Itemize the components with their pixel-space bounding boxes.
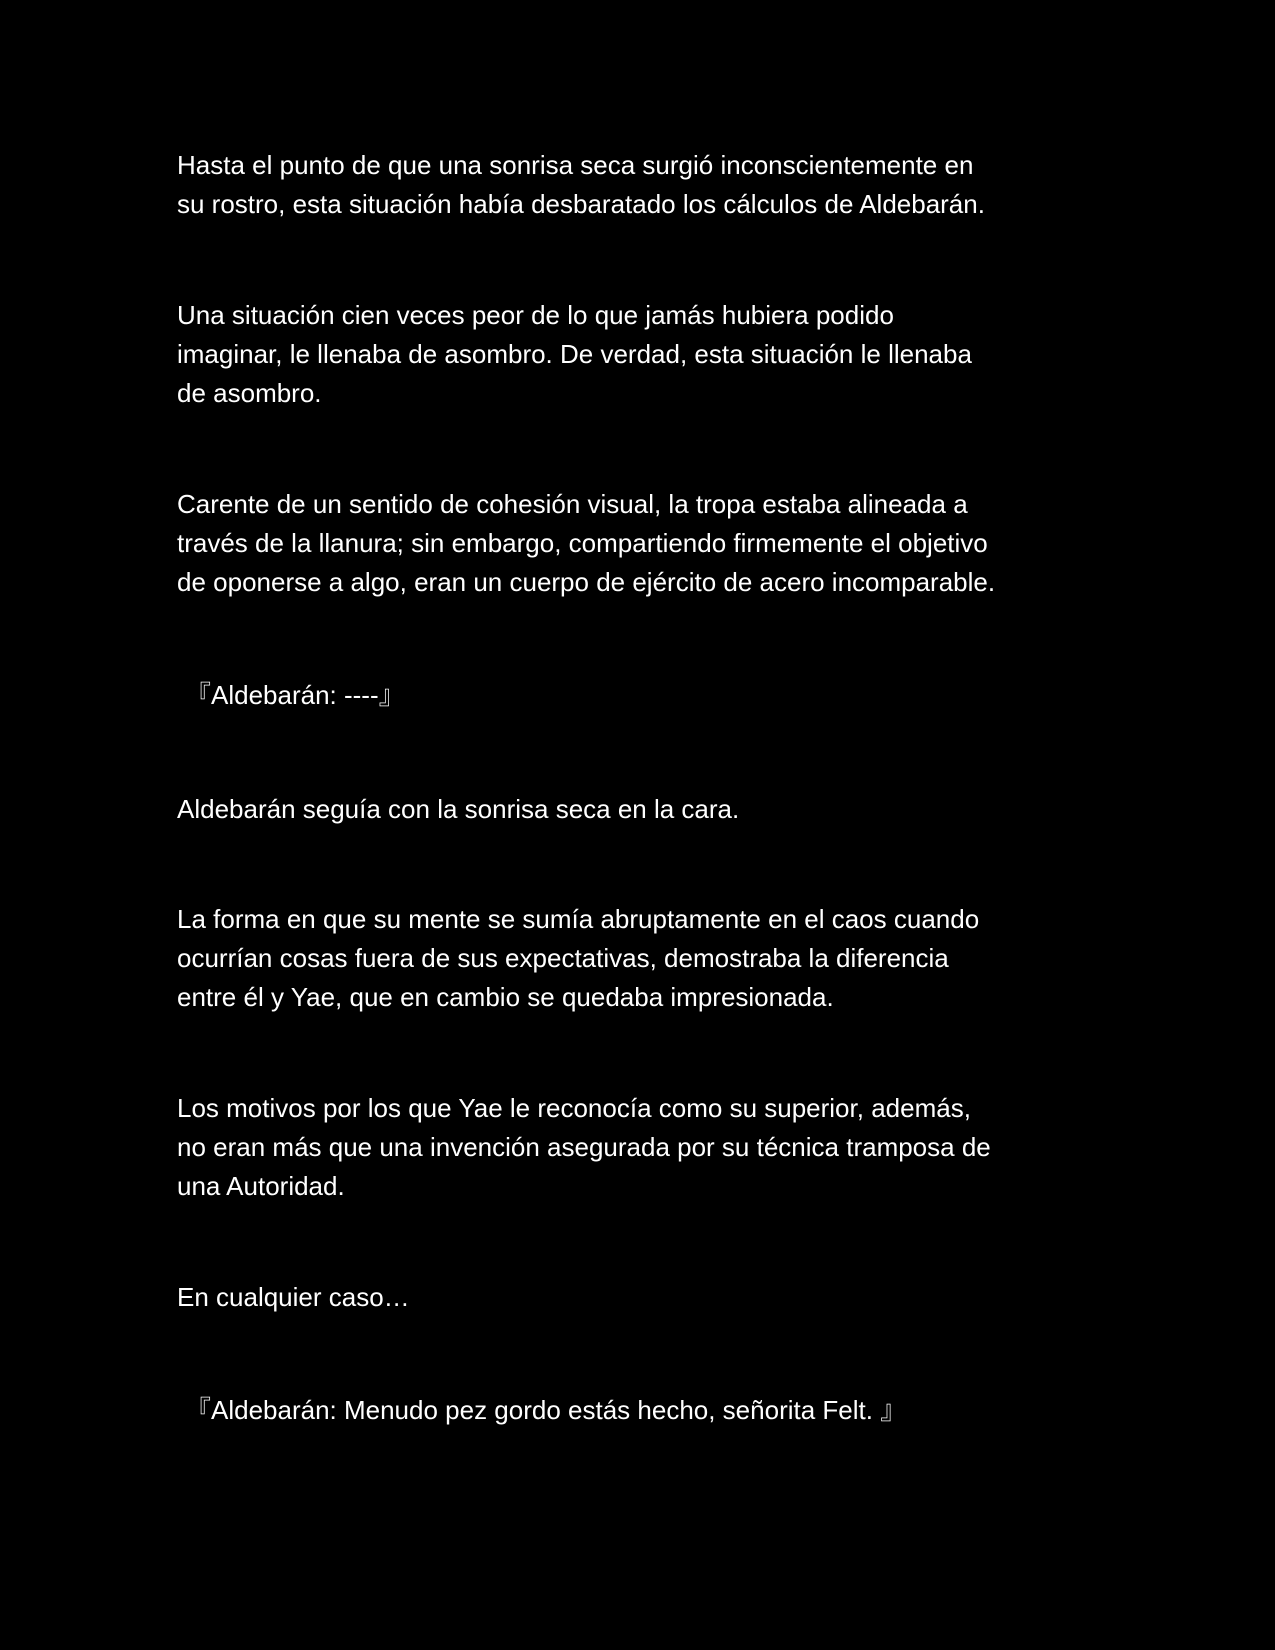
dialogue-line-2: 『Aldebarán: Menudo pez gordo estás hecho, señorita Felt. 』 bbox=[185, 1395, 907, 1425]
paragraph-1: Hasta el punto de que una sonrisa seca surgió inconscientemente en su rostro, esta situación había desbaratado los cálculos de Aldebarán. bbox=[177, 150, 985, 219]
paragraph-4: Aldebarán seguía con la sonrisa seca en la cara. bbox=[177, 794, 740, 824]
paragraph-3: Carente de un sentido de cohesión visual, la tropa estaba alineada a través de la llanura; sin embargo, compartiendo firmemente el objetivo de oponerse a algo, eran un cuerpo de ejército de acero incomparable. bbox=[177, 489, 996, 597]
dialogue-line-1: 『Aldebarán: ----』 bbox=[185, 680, 405, 710]
paragraph-6: Los motivos por los que Yae le reconocía como su superior, además, no eran más que una invención asegurada por su técnica tramposa de una Autoridad. bbox=[177, 1093, 991, 1201]
paragraph-5: La forma en que su mente se sumía abruptamente en el caos cuando ocurrían cosas fuera de sus expectativas, demostraba la diferencia entre él y Yae, que en cambio se quedaba impresionada. bbox=[177, 904, 980, 1012]
paragraph-7: En cualquier caso… bbox=[177, 1282, 410, 1312]
paragraph-2: Una situación cien veces peor de lo que jamás hubiera podido imaginar, le llenaba de asombro. De verdad, esta situación le llenaba de asombro. bbox=[177, 300, 972, 408]
